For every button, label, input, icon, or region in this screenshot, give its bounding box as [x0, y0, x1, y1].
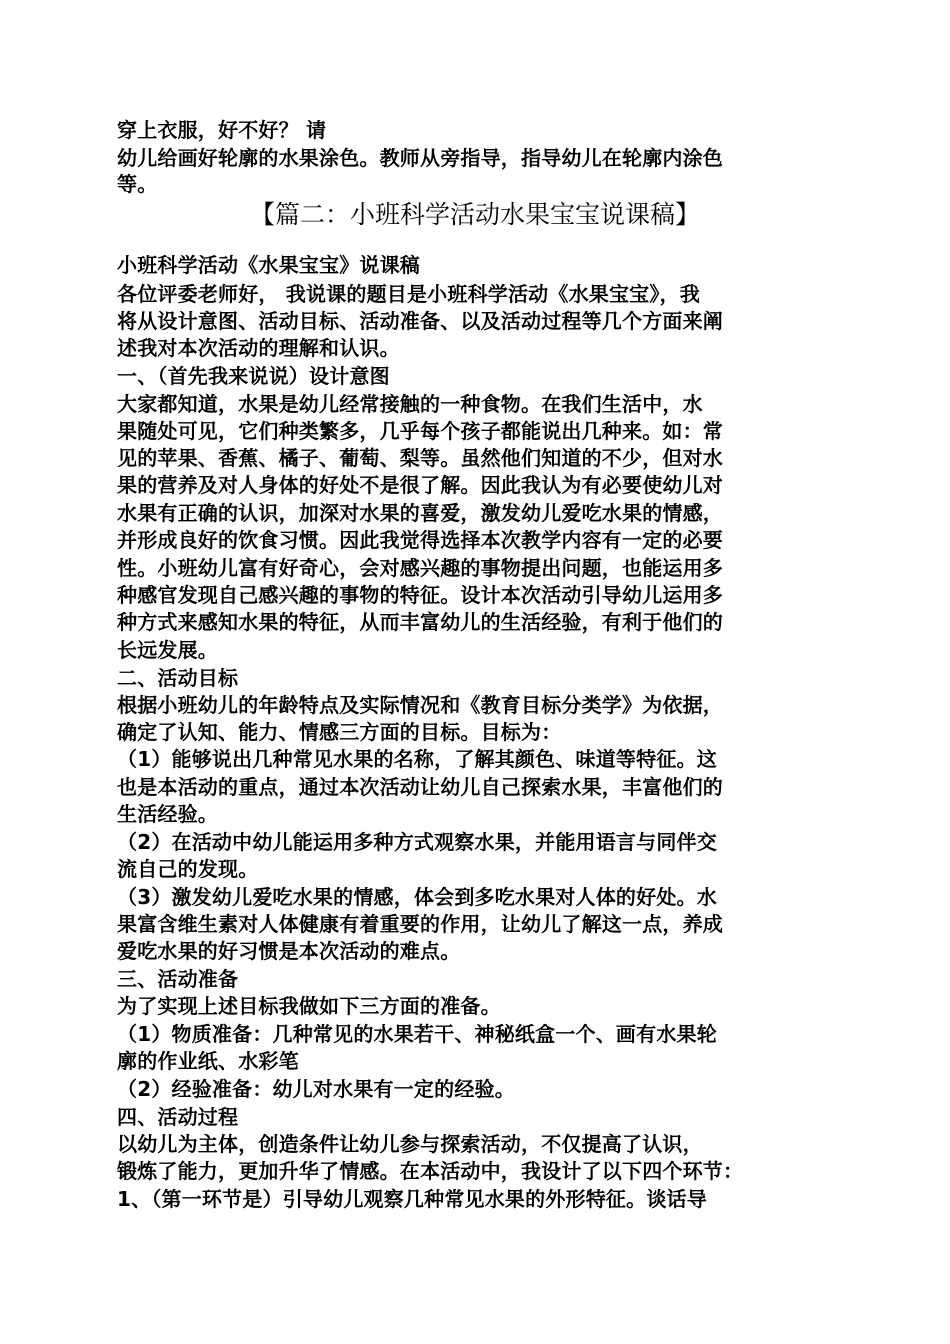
section-title: 【篇二：小班科学活动水果宝宝说课稿】	[249, 200, 700, 229]
body-line: 水果有正确的认识，加深对水果的喜爱，激发幼儿爱吃水果的情感，	[117, 501, 723, 525]
body-line: 1、（第一环节是）引导幼儿观察几种常见水果的外形特征。谈话导	[117, 1187, 707, 1211]
body-line: 生活经验。	[117, 802, 218, 826]
body-line: （2）在活动中幼儿能运用多种方式观察水果，并能用语言与同伴交	[117, 830, 717, 854]
intro-line: 幼儿给画好轮廓的水果涂色。教师从旁指导，指导幼儿在轮廓内涂色	[117, 146, 723, 170]
intro-line: 穿上衣服，好不好？ 请	[117, 118, 327, 142]
body-line: （2）经验准备：幼儿对水果有一定的经验。	[117, 1077, 515, 1101]
body-line: 为了实现上述目标我做如下三方面的准备。	[117, 994, 501, 1018]
body-line: 以幼儿为主体，创造条件让幼儿参与探索活动，不仅提高了认识，	[117, 1132, 703, 1156]
body-line: 也是本活动的重点，通过本次活动让幼儿自己探索水果，丰富他们的	[117, 775, 723, 799]
body-line: 果的营养及对人身体的好处不是很了解。因此我认为有必要使幼儿对	[117, 473, 723, 497]
body-line: 种感官发现自己感兴趣的事物的特征。设计本次活动引导幼儿运用多	[117, 583, 723, 607]
body-line: 小班科学活动《水果宝宝》说课稿	[117, 253, 420, 277]
body-line: 述我对本次活动的理解和认识。	[117, 336, 400, 360]
body-line: 确定了认知、能力、情感三方面的目标。目标为：	[117, 720, 562, 744]
body-line: （1）物质准备：几种常见的水果若干、神秘纸盒一个、画有水果轮	[117, 1022, 717, 1046]
body-line: 长远发展。	[117, 638, 218, 662]
body-line: 各位评委老师好， 我说课的题目是小班科学活动《水果宝宝》，我	[117, 282, 700, 306]
body-line: 性。小班幼儿富有好奇心，会对感兴趣的事物提出问题，也能运用多	[117, 556, 723, 580]
body-line: 爱吃水果的好习惯是本次活动的难点。	[117, 939, 461, 963]
body-line: 廓的作业纸、水彩笔	[117, 1049, 299, 1073]
body-line: 根据小班幼儿的年龄特点及实际情况和《教育目标分类学》为依据，	[117, 693, 723, 717]
body-line: 见的苹果、香蕉、橘子、葡萄、梨等。虽然他们知道的不少，但对水	[117, 446, 723, 470]
body-line: 四、活动过程	[117, 1105, 239, 1129]
body-line: 并形成良好的饮食习惯。因此我觉得选择本次教学内容有一定的必要	[117, 528, 723, 552]
body-line: 锻炼了能力，更加升华了情感。在本活动中，我设计了以下四个环节：	[117, 1159, 744, 1183]
body-line: （1）能够说出几种常见水果的名称，了解其颜色、味道等特征。这	[117, 747, 717, 771]
body-line: 二、活动目标	[117, 666, 239, 690]
body-line: 种方式来感知水果的特征，从而丰富幼儿的生活经验，有利于他们的	[117, 610, 723, 634]
body-line: 果随处可见，它们种类繁多，几乎每个孩子都能说出几种来。如：常	[117, 419, 723, 443]
body-line: 一、（首先我来说说）设计意图	[117, 364, 390, 388]
intro-line: 等。	[117, 172, 158, 196]
body-line: （3）激发幼儿爱吃水果的情感，体会到多吃水果对人体的好处。水	[117, 885, 717, 909]
body-line: 流自己的发现。	[117, 857, 259, 881]
body-line: 果富含维生素对人体健康有着重要的作用，让幼儿了解这一点，养成	[117, 912, 723, 936]
body-line: 大家都知道，水果是幼儿经常接触的一种食物。在我们生活中，水	[117, 392, 703, 416]
body-line: 三、活动准备	[117, 967, 239, 991]
body-line: 将从设计意图、活动目标、活动准备、以及活动过程等几个方面来阐	[117, 309, 723, 333]
